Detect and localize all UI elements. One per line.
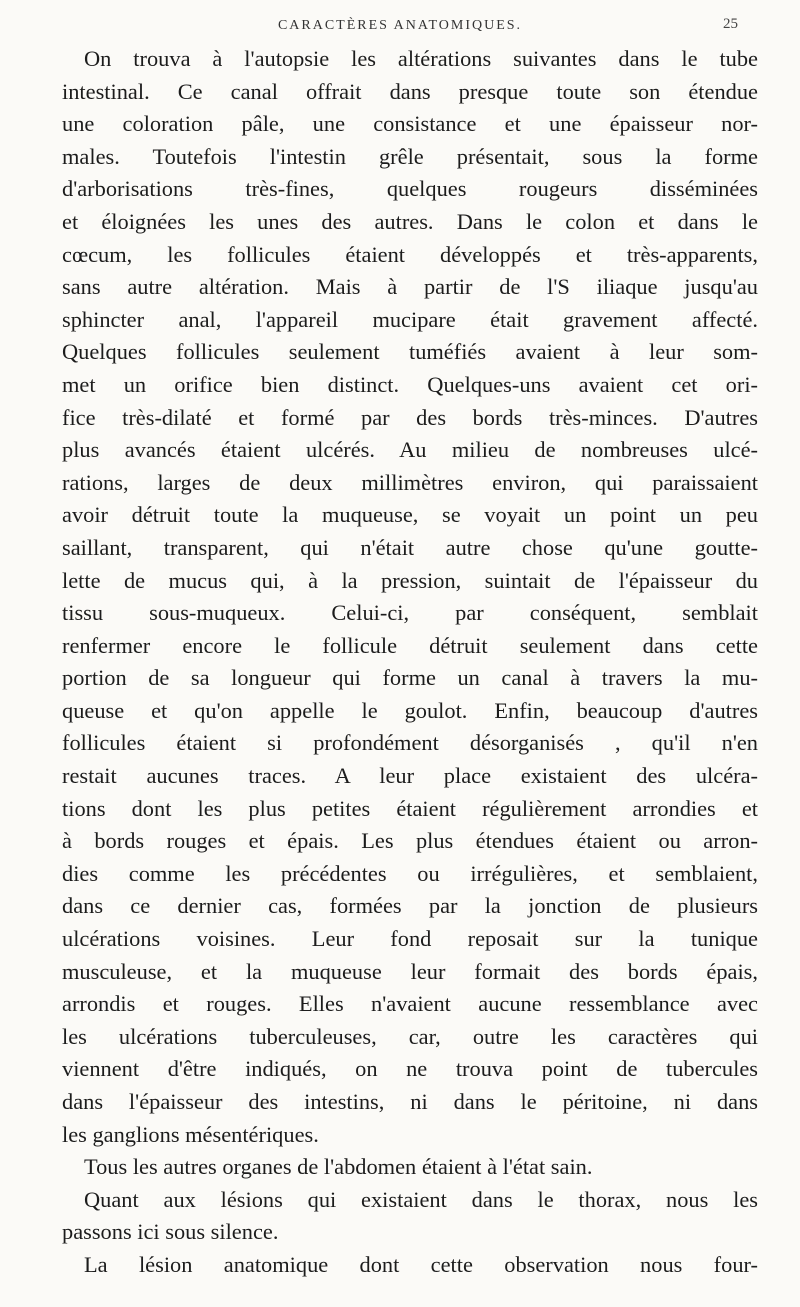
text-line: les ganglions mésentériques. (62, 1121, 319, 1147)
text-line: passons ici sous silence. (62, 1219, 279, 1245)
text-line: tissu sous-muqueux. Celui-ci, par conséquent, semblait (62, 600, 758, 626)
text-line: Quelques follicules seulement tuméfiés avaient à leur som- (62, 339, 758, 365)
text-line: d'arborisations très-fines, quelques rougeurs disséminées (62, 176, 758, 202)
text-line: met un orifice bien distinct. Quelques-uns avaient cet ori- (62, 371, 758, 397)
text-line: males. Toutefois l'intestin grêle présentait, sous la forme (62, 143, 758, 169)
text-line: On trouva à l'autopsie les altérations suivantes dans le tube (84, 46, 758, 71)
text-line: dans l'épaisseur des intestins, ni dans le péritoine, ni dans (62, 1089, 758, 1114)
text-line: tions dont les plus petites étaient régulièrement arrondies et (62, 795, 758, 821)
text-line: musculeuse, et la muqueuse leur formait des bords épais, (62, 958, 758, 984)
text-line: et éloignées les unes des autres. Dans le colon et dans le (62, 208, 758, 234)
text-line: une coloration pâle, une consistance et une épaisseur nor- (62, 111, 758, 137)
text-line: cœcum, les follicules étaient développés et très-apparents, (62, 241, 758, 267)
text-line: sans autre altération. Mais à partir de l'S iliaque jusqu'au (62, 274, 758, 300)
text-line: rations, larges de deux millimètres environ, qui paraissaient (62, 469, 758, 495)
text-line: à bords rouges et épais. Les plus étendues étaient ou arron- (62, 828, 758, 854)
text-line: fice très-dilaté et formé par des bords très-minces. D'autres (62, 404, 758, 430)
running-title: CARACTÈRES ANATOMIQUES. (277, 18, 523, 33)
text-line: lette de mucus qui, à la pression, suintait de l'épaisseur du (62, 567, 758, 593)
text-line: renfermer encore le follicule détruit seulement dans cette (62, 632, 758, 658)
text-line: plus avancés étaient ulcérés. Au milieu de nombreuses ulcé- (62, 437, 758, 463)
text-line: La lésion anatomique dont cette observation nous four- (84, 1251, 758, 1277)
text-line: viennent d'être indiqués, on ne trouva point de tubercules (62, 1056, 758, 1082)
text-line: ulcérations voisines. Leur fond reposait sur la tunique (62, 926, 758, 952)
text-line: avoir détruit toute la muqueuse, se voyait un point un peu (62, 502, 758, 528)
text-line: restait aucunes traces. A leur place existaient des ulcéra- (62, 763, 758, 789)
text-line: dans ce dernier cas, formées par la jonction de plusieurs (62, 893, 758, 919)
body-text (62, 43, 758, 1282)
text-line: Tous les autres organes de l'abdomen étaient à l'état sain. (84, 1154, 593, 1180)
text-line: dies comme les précédentes ou irrégulières, et semblaient, (62, 860, 758, 886)
text-line: Quant aux lésions qui existaient dans le thorax, nous les (84, 1186, 758, 1212)
text-line: arrondis et rouges. Elles n'avaient aucune ressemblance avec (62, 991, 758, 1017)
page-number: 25 (723, 16, 738, 32)
text-line: saillant, transparent, qui n'était autre chose qu'une goutte- (62, 534, 758, 560)
text-line: follicules étaient si profondément désorganisés , qu'il n'en (62, 730, 758, 756)
text-line: queuse et qu'on appelle le goulot. Enfin, beaucoup d'autres (62, 697, 758, 723)
text-line: sphincter anal, l'appareil mucipare était gravement affecté. (62, 306, 758, 332)
text-line: les ulcérations tuberculeuses, car, outre les caractères qui (62, 1023, 758, 1049)
text-line: portion de sa longueur qui forme un canal à travers la mu- (62, 665, 758, 691)
text-line: intestinal. Ce canal offrait dans presque toute son étendue (62, 78, 758, 104)
